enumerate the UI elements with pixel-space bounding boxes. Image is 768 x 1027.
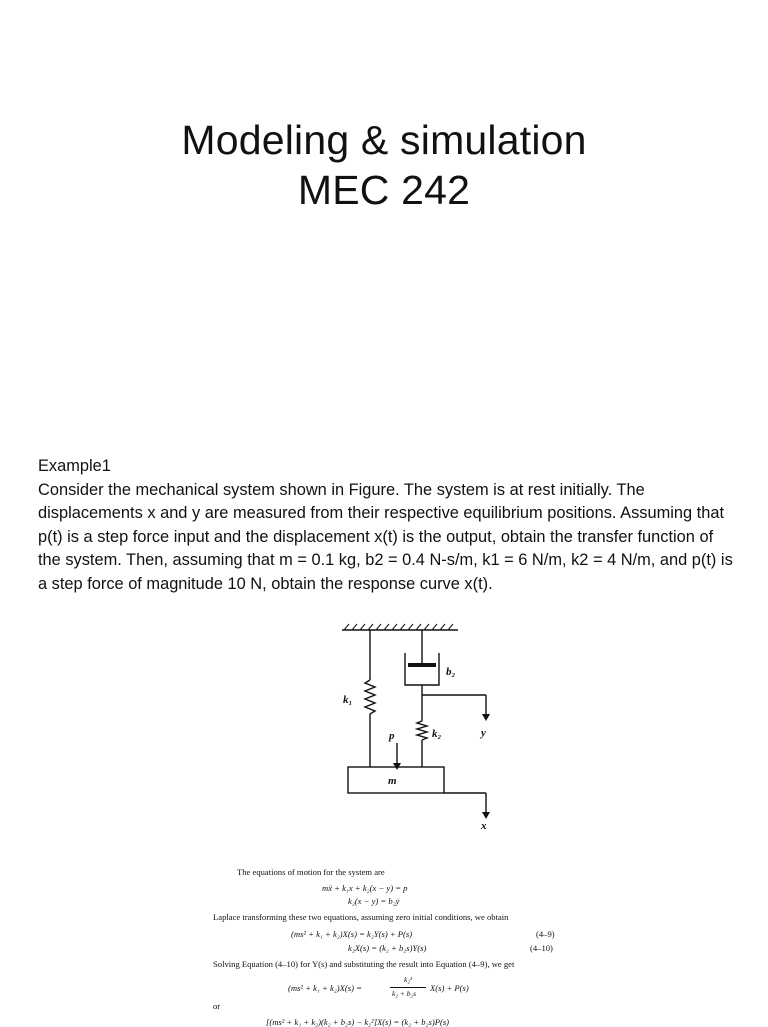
eq-intro: The equations of motion for the system are [237, 867, 385, 877]
y-arrowhead [482, 714, 490, 721]
x-arrowhead [482, 812, 490, 819]
eq-fraction-bar [390, 987, 426, 988]
example-text [38, 455, 738, 597]
spring-k1 [365, 630, 375, 767]
eq-fraction-numerator: k₂² [404, 975, 413, 984]
eq-solve-intro: Solving Equation (4–10) for Y(s) and substituting the result into Equation (4–9), we get [213, 959, 515, 969]
example-heading: Example1 [38, 457, 111, 475]
eq-last: [(ms² + k₁ + k₂)(k₂ + b₂s) − k₂²]X(s) = (k₂ + b₂s)P(s) [266, 1017, 450, 1027]
eq-fraction-denominator: k₂ + b₂s [392, 989, 417, 998]
label-p: p [389, 730, 395, 742]
label-y: y [481, 727, 486, 739]
label-b2: b₂ [446, 666, 456, 678]
eq-number-4-9: (4–9) [536, 929, 555, 939]
eq-laplace-2: k₂X(s) = (k₂ + b₂s)Y(s) [348, 943, 427, 953]
page-title-line-1: Modeling & simulation [181, 117, 587, 163]
eq-laplace-1: (ms² + k₁ + k₂)X(s) = k₂Y(s) + P(s) [291, 929, 413, 939]
eq-sub-rhs: X(s) + P(s) [430, 983, 469, 993]
label-m: m [388, 775, 397, 787]
eq-number-4-10: (4–10) [530, 943, 553, 953]
eq-eom-2: k₂(x − y) = b₂ẏ [348, 896, 400, 906]
example-paragraph: Consider the mechanical system shown in Figure. The system is at rest initially. The displacements x and y are measured from their respective equilibrium positions. Assuming that p(t) is a step force input and the displacement x(t) is the output, obtain the transfer function of the system. Then, assuming that m = 0.1 kg, b2 = 0.4 N-s/m, k1 = 6 N/m, k2 = 4 N/m, and p(t) is a step force of magnitude 10 N, obtain the response curve x(t). [38, 480, 733, 593]
mechanical-system-figure [300, 615, 530, 840]
eq-sub-lhs: (ms² + k₁ + k₂)X(s) = [288, 983, 362, 993]
label-x: x [481, 820, 487, 832]
label-k2: k₂ [432, 728, 442, 740]
x-displacement-arrow [444, 793, 486, 812]
ceiling-hatch [344, 624, 453, 630]
label-k1: k₁ [343, 694, 353, 706]
spring-k2 [417, 695, 427, 767]
eq-laplace-intro: Laplace transforming these two equations, assuming zero initial conditions, we obtain [213, 912, 509, 922]
eq-eom-1: mẍ + k₁x + k₂(x − y) = p [322, 883, 408, 893]
damper-b2 [405, 630, 439, 695]
eq-or: or [213, 1001, 221, 1011]
y-displacement-arrow [422, 695, 486, 714]
page-title-line-2: MEC 242 [297, 167, 471, 213]
